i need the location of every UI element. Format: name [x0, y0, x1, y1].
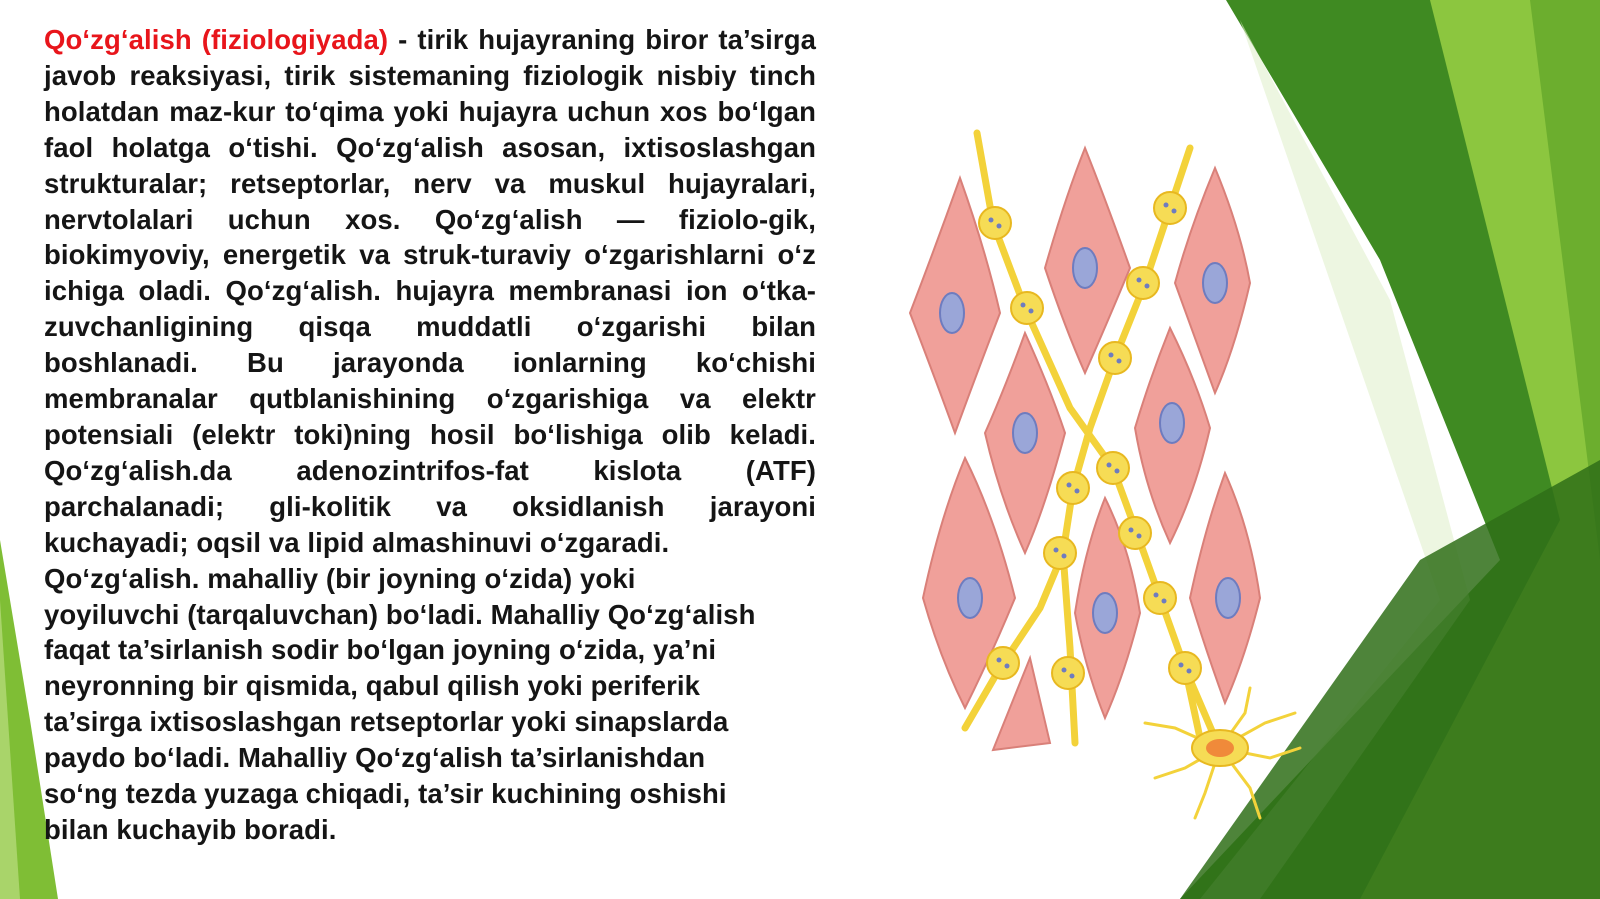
nerve-fiber [1063, 553, 1075, 743]
neuron [1145, 688, 1300, 818]
term-highlight: Qo‘zg‘alish (fiziologiyada) [44, 24, 389, 55]
dot [1164, 203, 1169, 208]
text-line: so‘ng tezda yuzaga chiqadi, ta’sir kuchining oshishi [44, 778, 727, 810]
text-line: paydo bo‘ladi. Mahalliy Qo‘zg‘alish ta’sirlanishdan [44, 742, 706, 774]
definition-paragraph [44, 22, 816, 561]
dot [1029, 309, 1034, 314]
dot [997, 658, 1002, 663]
slide-text [44, 22, 816, 848]
dot [1109, 353, 1114, 358]
dot [1062, 668, 1067, 673]
text-line: faqat ta’sirlanish sodir bo‘lgan joyning o‘zida, ya’ni [44, 634, 717, 666]
nerve-ending [1011, 292, 1043, 324]
nerve-ending [1052, 657, 1084, 689]
nerve-ending [987, 647, 1019, 679]
dot [1115, 469, 1120, 474]
text-line: bilan kuchayib boradi. [44, 813, 337, 845]
dot [1145, 284, 1150, 289]
neuron-nucleus [1206, 739, 1234, 757]
nerve-ending [979, 207, 1011, 239]
nucleus [1073, 248, 1097, 288]
dot [1021, 303, 1026, 308]
muscle-cells-with-nerve-fibers-illustration [905, 128, 1325, 828]
nerve-ending [1057, 472, 1089, 504]
dot [1179, 663, 1184, 668]
dot [1062, 554, 1067, 559]
nucleus [1013, 413, 1037, 453]
dot [1067, 483, 1072, 488]
nucleus [1203, 263, 1227, 303]
dot [997, 224, 1002, 229]
dot [1162, 599, 1167, 604]
nerve-ending [1097, 452, 1129, 484]
dot [1117, 359, 1122, 364]
dot [1154, 593, 1159, 598]
text-line: ta’sirga ixtisoslashgan retseptorlar yoki sinapslarda [44, 706, 729, 738]
local-excitation-paragraph [44, 561, 816, 848]
dot [1070, 674, 1075, 679]
dot [1075, 489, 1080, 494]
dot [1005, 664, 1010, 669]
dot [1129, 528, 1134, 533]
text-line: neyronning bir qismida, qabul qilish yoki periferik [44, 670, 701, 702]
dot [1137, 534, 1142, 539]
nerve-ending [1044, 537, 1076, 569]
definition-text: - tirik hujayraning biror ta’sirga javob reaksiyasi, tirik sistemaning fiziologik nisbiy tinch holatdan maz-kur to‘qima yoki hujayra uchun xos bo‘lgan faol holatga o‘tishi. Qo‘zg‘alish asosan, ixtisoslashgan strukturalar; retseptorlar, nerv va muskul hujayralari, nervtolalari uchun xos. Qo‘zg‘alish — fiziolo-gik, biokimyoviy, energetik va struk-turaviy o‘zgarishlarni o‘z ichiga oladi. Qo‘zg‘alish. hujayra membranasi ion o‘tka-zuvchanligining qisqa muddatli o‘zgarishi bilan boshlanadi. Bu jarayonda ionlarning ko‘chishi membranalar qutblanishining o‘zgarishiga va elektr potensiali (elektr toki)ning hosil bo‘lishiga olib keladi. Qo‘zg‘alish.da adenozintrifos-fat kislota (ATF) parchalanadi; gli-kolitik va oksidlanish jarayoni kuchayadi; oqsil va lipid almashinuvi o‘zgaradi. [44, 24, 816, 558]
nerve-ending [1169, 652, 1201, 684]
nucleus [958, 578, 982, 618]
nerve-ending [1119, 517, 1151, 549]
nerve-ending [1154, 192, 1186, 224]
text-line: yoyiluvchi (tarqaluvchan) bo‘ladi. Mahalliy Qo‘zg‘alish [44, 598, 756, 630]
dot [1137, 278, 1142, 283]
nerve-ending [1127, 267, 1159, 299]
dot [1107, 463, 1112, 468]
nerve-ending [1144, 582, 1176, 614]
dot [989, 218, 994, 223]
dot [1187, 669, 1192, 674]
text-line: Qo‘zg‘alish. mahalliy (bir joyning o‘zida) yoki [44, 562, 636, 594]
nucleus [940, 293, 964, 333]
dot [1054, 548, 1059, 553]
nucleus [1093, 593, 1117, 633]
dot [1172, 209, 1177, 214]
nerve-ending [1099, 342, 1131, 374]
nucleus [1216, 578, 1240, 618]
nucleus [1160, 403, 1184, 443]
